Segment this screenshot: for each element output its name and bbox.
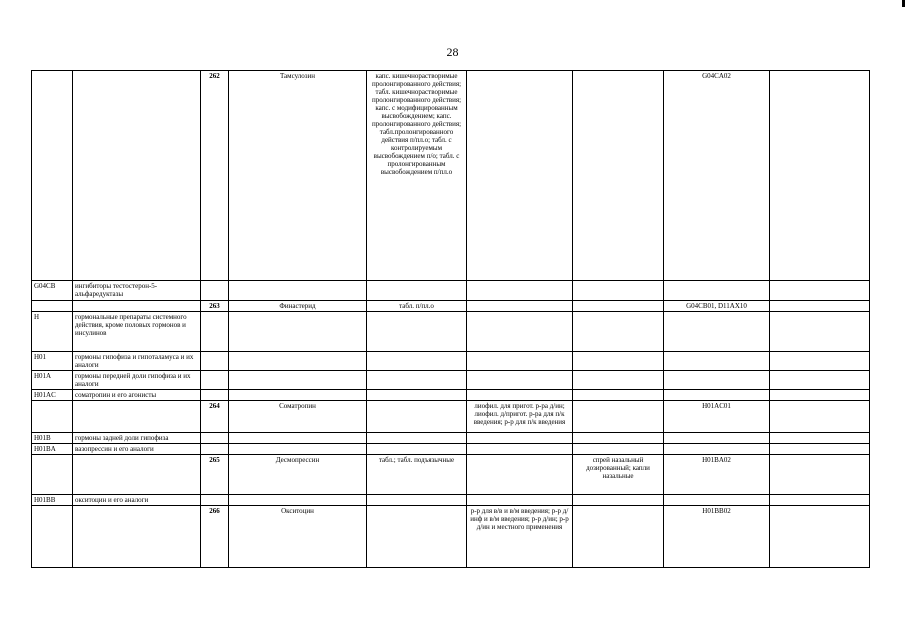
cell-form3 [573,301,664,312]
cell-extra [770,281,870,301]
table-row [32,281,870,301]
cell-atc [664,371,770,390]
table-row [32,401,870,433]
cell-extra [770,401,870,433]
cell-form2 [467,281,573,301]
cell-extra [770,301,870,312]
cell-form2 [467,444,573,455]
cell-num [201,433,229,444]
cell-atc [664,352,770,371]
cell-num: 266 [201,506,229,568]
cell-form1 [367,312,467,352]
table-row [32,352,870,371]
cell-form1 [367,352,467,371]
cell-form3 [573,433,664,444]
cell-extra [770,495,870,506]
cell-form3 [573,495,664,506]
cell-name [229,281,367,301]
cell-form3 [573,401,664,433]
cell-group [73,71,201,281]
cell-form2 [467,352,573,371]
cell-code: H01B [32,433,73,444]
cell-name [229,433,367,444]
cell-extra [770,444,870,455]
table-row [32,371,870,390]
cell-name: Десмопрессин [229,455,367,495]
cell-code [32,506,73,568]
cell-extra [770,352,870,371]
cell-atc [664,390,770,401]
cell-name [229,444,367,455]
cell-form3 [573,371,664,390]
cell-form2: р-р для в/в и в/м введения; р-р д/инф и в/м введения; р-р д/ин; р-р д/ин и местного применения [467,506,573,568]
cell-form3 [573,281,664,301]
cell-group [73,455,201,495]
cell-group: окситоцин и его аналоги [73,495,201,506]
cell-code [32,71,73,281]
cell-form2 [467,390,573,401]
cell-form3 [573,71,664,281]
table-row [32,301,870,312]
cell-num: 262 [201,71,229,281]
table-row [32,495,870,506]
cell-atc: H01BB02 [664,506,770,568]
cell-atc [664,433,770,444]
cell-form2 [467,455,573,495]
cell-form1 [367,506,467,568]
cell-name [229,312,367,352]
cell-atc [664,444,770,455]
cell-extra [770,433,870,444]
cell-code [32,401,73,433]
cell-name: Тамсулозин [229,71,367,281]
cell-extra [770,371,870,390]
cell-form3 [573,312,664,352]
cell-name [229,495,367,506]
cell-code: H01BA [32,444,73,455]
table-row [32,444,870,455]
cell-atc: H01AC01 [664,401,770,433]
cell-group: вазопрессин и его аналоги [73,444,201,455]
cell-num [201,390,229,401]
cell-name: Финастерид [229,301,367,312]
cell-group: гормональные препараты системного действия, кроме половых гормонов и инсулинов [73,312,201,352]
cell-group [73,301,201,312]
table-row [32,455,870,495]
cell-num [201,371,229,390]
cell-group: гормоны задней доли гипофиза [73,433,201,444]
cell-atc: G04CB01, D11AX10 [664,301,770,312]
cell-form2 [467,71,573,281]
cell-name: Окситоцин [229,506,367,568]
cell-code: H01BB [32,495,73,506]
cell-form1 [367,281,467,301]
cell-form3 [573,390,664,401]
cell-code: H01 [32,352,73,371]
cell-code: H [32,312,73,352]
cell-form2 [467,371,573,390]
cell-form3 [573,506,664,568]
cell-extra [770,506,870,568]
cell-form1 [367,433,467,444]
cell-code: H01AC [32,390,73,401]
cell-group: ингибиторы тестостерон-5-альфаредуктазы [73,281,201,301]
cell-group: гормоны гипофиза и гипоталамуса и их аналоги [73,352,201,371]
cell-form1 [367,371,467,390]
cell-form2 [467,495,573,506]
cell-form1 [367,444,467,455]
cell-atc [664,281,770,301]
table-row [32,433,870,444]
table-row [32,71,870,281]
cell-extra [770,390,870,401]
cell-form1 [367,495,467,506]
cell-code: G04CB [32,281,73,301]
cell-form3 [573,352,664,371]
cell-code [32,455,73,495]
cell-form1: табл.; табл. подъязычные [367,455,467,495]
cell-atc: H01BA02 [664,455,770,495]
cell-form1 [367,390,467,401]
cell-form3 [573,444,664,455]
table-row [32,506,870,568]
cell-form1 [367,401,467,433]
cell-num: 265 [201,455,229,495]
cell-code: H01A [32,371,73,390]
cell-num [201,312,229,352]
cell-atc: G04CA02 [664,71,770,281]
cell-name [229,352,367,371]
cell-num: 263 [201,301,229,312]
cell-form1: капс. кишечнорастворимые пролонгированного действия; табл. кишечнорастворимые пролонгированного действия; капс. с модифицированным высвобождением; капс. пролонгированного действия; табл.пролонгированного действия п/пл.о; табл. с контролируемым высвобождением п/о; табл. с пролонгированным высвобождением п/пл.о [367,71,467,281]
page-number: 28 [446,45,459,59]
cell-extra [770,71,870,281]
cell-form2 [467,312,573,352]
cell-name [229,371,367,390]
cell-num [201,444,229,455]
cell-form2: лиофил. для пригот. р-ра д/ин; лиофил. д/пригот. р-ра для п/к введения; р-р для п/к введения [467,401,573,433]
table-row [32,312,870,352]
cell-atc [664,312,770,352]
cell-name [229,390,367,401]
cell-form3: спрей назальный дозированный; капли назальные [573,455,664,495]
cell-num [201,352,229,371]
cell-group [73,506,201,568]
cell-num [201,281,229,301]
cell-form2 [467,433,573,444]
cell-group [73,401,201,433]
cell-num: 264 [201,401,229,433]
cell-group: соматропин и его агонисты [73,390,201,401]
cell-name: Соматропин [229,401,367,433]
cell-form1: табл. п/пл.о [367,301,467,312]
cell-code [32,301,73,312]
cell-atc [664,495,770,506]
drug-table [31,70,870,568]
cell-form2 [467,301,573,312]
cell-extra [770,455,870,495]
cell-group: гормоны передней доли гипофиза и их аналоги [73,371,201,390]
table-row [32,390,870,401]
cell-extra [770,312,870,352]
cell-num [201,495,229,506]
